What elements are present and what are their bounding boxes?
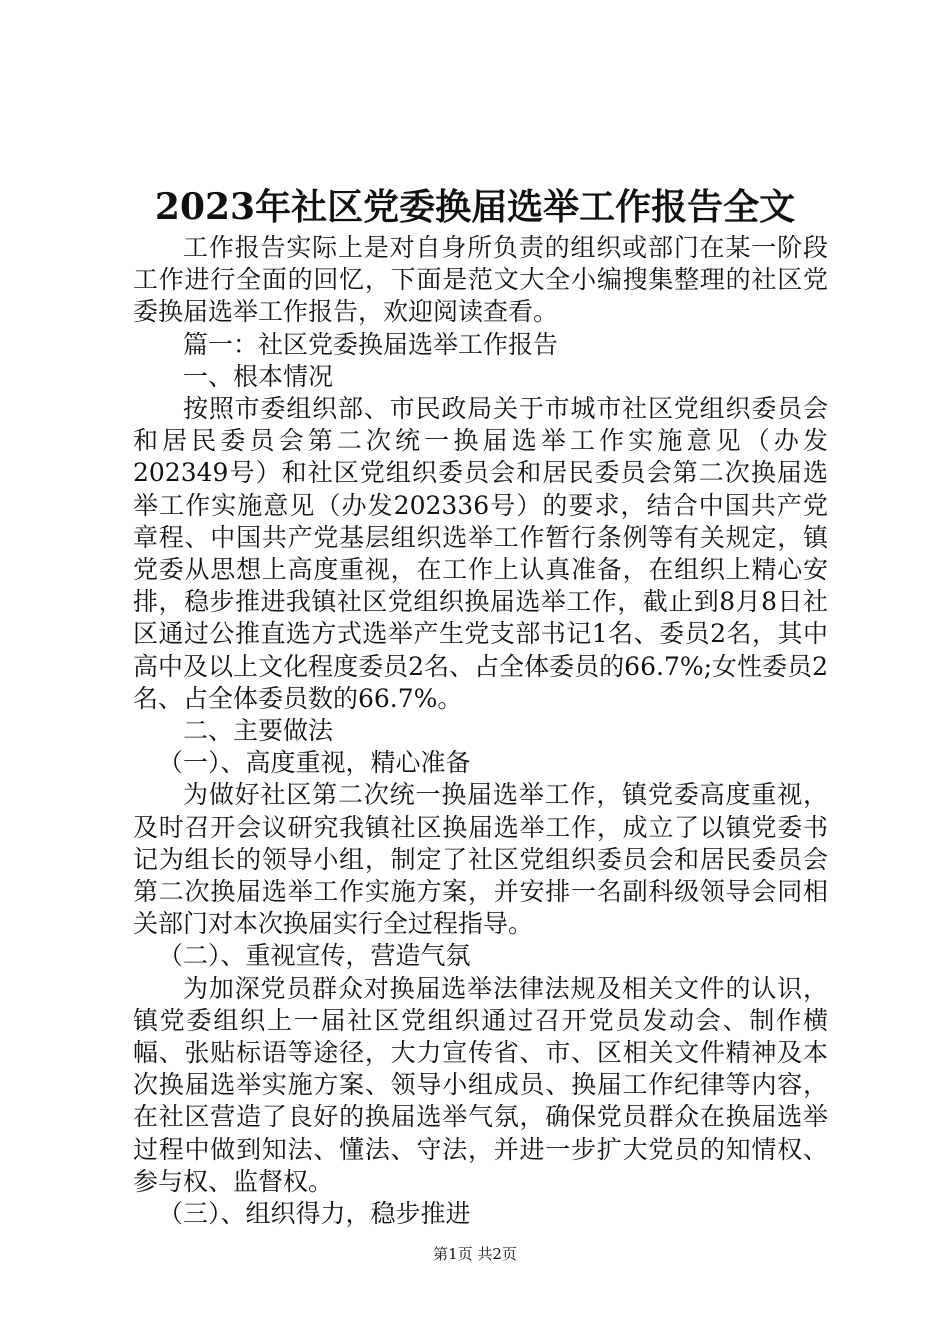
document-title: 2023年社区党委换届选举工作报告全文 [154,186,796,228]
subsection-heading-2: （二）、重视宣传，营造气氛 [158,941,471,971]
section-heading-basic-situation: 一、根本情况 [183,361,334,391]
subsection-2-paragraph: 为加深党员群众对换届选举法律法规及相关文件的认识，镇党委组织上一届社区党组织通过召开党员发动会、制作横幅、张贴标语等途径，大力宣传省、市、区相关文件精神及本次换届选举实施方案、领导小组成员、换届工作纪律等内容，在社区营造了良好的换届选举气氛，确保党员群众在换届选举过程中做到知法、懂法、守法，并进一步扩大党员的知情权、参与权、监督权。 [133,973,828,1196]
section-heading-main-practices: 二、主要做法 [183,716,334,746]
page-footer: 第1页 共2页 [433,1245,517,1263]
basic-situation-paragraph: 按照市委组织部、市民政局关于市城市社区党组织委员会和居民委员会第二次统一换届选举工作实施意见（办发202349号）和社区党组织委员会和居民委员会第二次换届选举工作实施意见（办发202336号）的要求，结合中国共产党章程、中国共产党基层组织选举工作暂行条例等有关规定，镇党委从思想上高度重视，在工作上认真准备，在组织上精心安排，稳步推进我镇社区党组织换届选举工作，截止到8月8日社区通过公推直选方式选举产生党支部书记1名、委员2名，其中高中及以上文化程度委员2名、占全体委员的66.7%;女性委员2名、占全体委员数的66.7%。 [133,394,828,713]
subsection-heading-1: （一）、高度重视，精心准备 [158,748,471,778]
subsection-1-paragraph: 为做好社区第二次统一换届选举工作，镇党委高度重视，及时召开会议研究我镇社区换届选举工作，成立了以镇党委书记为组长的领导小组，制定了社区党组织委员会和居民委员会第二次换届选举工作实施方案，并安排一名副科级领导会同相关部门对本次换届实行全过程指导。 [133,780,828,939]
document-body [133,232,828,1230]
section-heading-part-one: 篇一：社区党委换届选举工作报告 [183,329,559,359]
intro-paragraph: 工作报告实际上是对自身所负责的组织或部门在某一阶段工作进行全面的回忆，下面是范文大全小编搜集整理的社区党委换届选举工作报告，欢迎阅读查看。 [133,233,828,327]
subsection-heading-3: （三）、组织得力，稳步推进 [158,1199,471,1229]
